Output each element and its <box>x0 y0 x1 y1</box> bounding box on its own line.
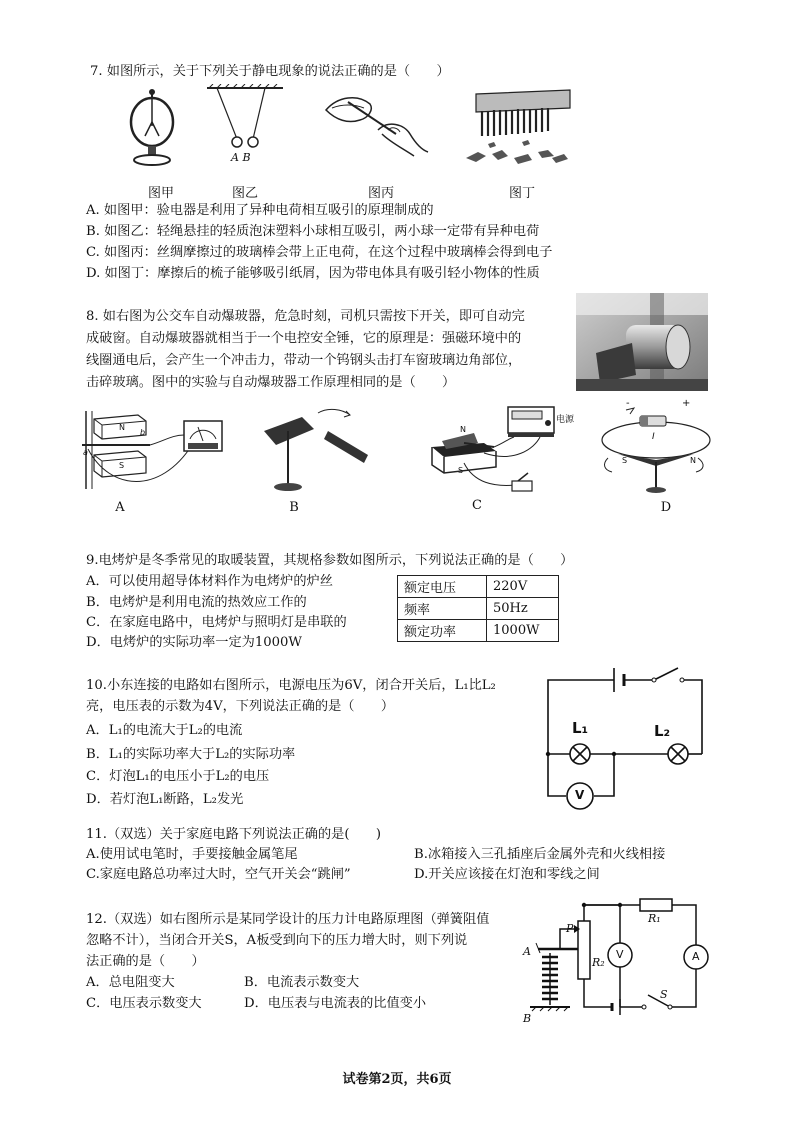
q12-line-2: 忽略不计），当闭合开关S，A板受到向下的压力增大时，则下列说 <box>86 933 468 948</box>
q8-a-label-b: b <box>140 428 146 437</box>
q8-line-1: 8. 如右图为公交车自动爆玻器，危急时刻，司机只需按下开关，即可自动完 <box>86 309 525 324</box>
q7-figure-electroscope <box>126 88 178 168</box>
q8-line-2: 成破窗。自动爆玻器就相当于一个电控安全锤，它的原理是：强磁环境中的 <box>86 331 522 346</box>
q9-option-d: D．电烤炉的实际功率一定为1000W <box>86 635 302 650</box>
table-row <box>398 620 559 642</box>
q10-option-a: A．L₁的电流大于L₂的电流 <box>86 723 243 738</box>
q12-label-switch: S <box>660 988 668 1001</box>
q9-option-c: C．在家庭电路中，电烤炉与照明灯是串联的 <box>86 615 347 630</box>
q12-label-r2: R₂ <box>592 956 605 969</box>
q7-option-b: B. 如图乙：轻绳悬挂的轻质泡沫塑料小球相互吸引，两小球一定带有异种电荷 <box>86 224 540 239</box>
q7-figure-rubbing-rod <box>318 90 430 160</box>
q10-line-1: 10.小东连接的电路如右图所示，电源电压为6V，闭合开关后，L₁比L₂ <box>86 678 496 693</box>
q8-figure-b-magnet <box>258 405 386 493</box>
q10-option-c: C．灯泡L₁的电压小于L₂的电压 <box>86 769 270 784</box>
q8-c-label-s: S <box>458 466 464 475</box>
q12-option-d: D．电压表与电流表的比值变小 <box>244 996 427 1011</box>
q11-option-d: D.开关应该接在灯泡和零线之间 <box>414 867 600 882</box>
q12-label-r1: R₁ <box>648 912 661 925</box>
q7-caption-ding: 图丁 <box>508 186 535 201</box>
q8-d-label-minus: - <box>626 398 630 409</box>
q12-label-a-plate: A <box>523 945 531 958</box>
q12-option-a: A．总电阻变大 <box>86 975 175 990</box>
q8-figure-d-oersted <box>598 400 714 498</box>
q7-caption-jia: 图甲 <box>147 186 174 201</box>
q7-caption-bing: 图丙 <box>367 186 394 201</box>
q10-label-l1: L₁ <box>572 719 589 737</box>
q8-d-label-i: I <box>652 432 655 442</box>
q12-option-c: C．电压表示数变大 <box>86 996 202 1011</box>
page-footer: 试卷第2页，共6页 <box>342 1072 452 1087</box>
q9-stem: 9.电烤炉是冬季常见的取暖装置，其规格参数如图所示，下列说法正确的是（ ） <box>86 553 574 568</box>
q7-stem: 7. 如图所示，关于下列关于静电现象的说法正确的是（ ） <box>90 64 450 79</box>
q12-label-p: P <box>566 922 574 935</box>
q8-d-label-n: N <box>690 456 696 465</box>
spec-value: 50Hz <box>487 598 559 620</box>
q8-d-label-plus: + <box>682 398 691 409</box>
q12-label-ammeter: A <box>692 950 700 963</box>
q12-line-3: 法正确的是（ ） <box>86 954 205 969</box>
q9-option-a: A．可以使用超导体材料作为电烤炉的炉丝 <box>86 574 333 589</box>
q12-circuit-diagram <box>520 895 716 1027</box>
q8-option-label-b: B <box>289 500 299 515</box>
q7-figure-pith-balls <box>205 84 285 154</box>
q12-option-b: B．电流表示数变大 <box>244 975 360 990</box>
q9-spec-table <box>397 575 559 642</box>
q7-figure-comb-paper <box>462 88 574 168</box>
table-row <box>398 598 559 620</box>
q7-caption-yi: 图乙 <box>231 186 258 201</box>
q7-option-a: A. 如图甲：验电器是利用了异种电荷相互吸引的原理制成的 <box>86 203 434 218</box>
q10-line-2: 亮，电压表的示数为4V，下列说法正确的是（ ） <box>86 699 395 714</box>
q10-option-b: B．L₁的实际功率大于L₂的实际功率 <box>86 747 296 762</box>
q8-c-label-n: N <box>460 425 466 434</box>
q10-circuit-diagram <box>540 660 712 820</box>
spec-value: 1000W <box>487 620 559 642</box>
q7-ab-labels: A B <box>231 151 251 164</box>
q12-label-b: B <box>523 1012 532 1025</box>
q8-line-4: 击碎玻璃。图中的实验与自动爆玻器工作原理相同的是（ ） <box>86 375 456 390</box>
spec-value: 220V <box>487 576 559 598</box>
q7-option-d: D. 如图丁：摩擦后的梳子能够吸引纸屑，因为带电体具有吸引轻小物体的性质 <box>86 266 540 281</box>
q11-option-c: C.家庭电路总功率过大时，空气开关会“跳闸” <box>86 867 351 882</box>
table-row <box>398 576 559 598</box>
q8-option-label-a: A <box>115 500 125 515</box>
q8-d-label-s: S <box>622 456 628 465</box>
q11-option-a: A.使用试电笔时，手要接触金属笔尾 <box>86 847 298 862</box>
q10-label-l2: L₂ <box>654 722 671 740</box>
q9-option-b: B．电烤炉是利用电流的热效应工作的 <box>86 595 307 610</box>
q8-option-label-c: C <box>472 498 482 513</box>
q7-option-c: C. 如图丙：丝绸摩擦过的玻璃棒会带上正电荷，在这个过程中玻璃棒会得到电子 <box>86 245 553 260</box>
q11-option-b: B.冰箱接入三孔插座后金属外壳和火线相接 <box>414 847 666 862</box>
q8-photo-glass-breaker <box>576 293 708 391</box>
q8-a-label-a: a <box>83 448 88 457</box>
spec-label: 额定功率 <box>398 620 487 642</box>
q8-a-label-n: N <box>119 423 125 432</box>
q12-label-voltmeter: V <box>616 948 624 961</box>
q12-line-1: 12.（双选）如右图所示是某同学设计的压力计电路原理图（弹簧阻值 <box>86 912 490 927</box>
q11-stem: 11.（双选）关于家庭电路下列说法正确的是( ) <box>86 827 382 842</box>
q10-option-d: D．若灯泡L₁断路，L₂发光 <box>86 792 244 807</box>
q8-c-label-power: 电源 <box>556 415 575 425</box>
q8-figure-c-motor <box>424 403 574 495</box>
q8-option-label-d: D <box>660 500 672 515</box>
q8-a-label-s: S <box>119 461 125 470</box>
q10-label-voltmeter: V <box>575 788 585 802</box>
q8-line-3: 线圈通电后，会产生一个冲击力，带动一个钨钢头击打车窗玻璃边角部位， <box>86 353 522 368</box>
q8-figure-a-induction <box>80 405 230 493</box>
spec-label: 频率 <box>398 598 487 620</box>
spec-label: 额定电压 <box>398 576 487 598</box>
